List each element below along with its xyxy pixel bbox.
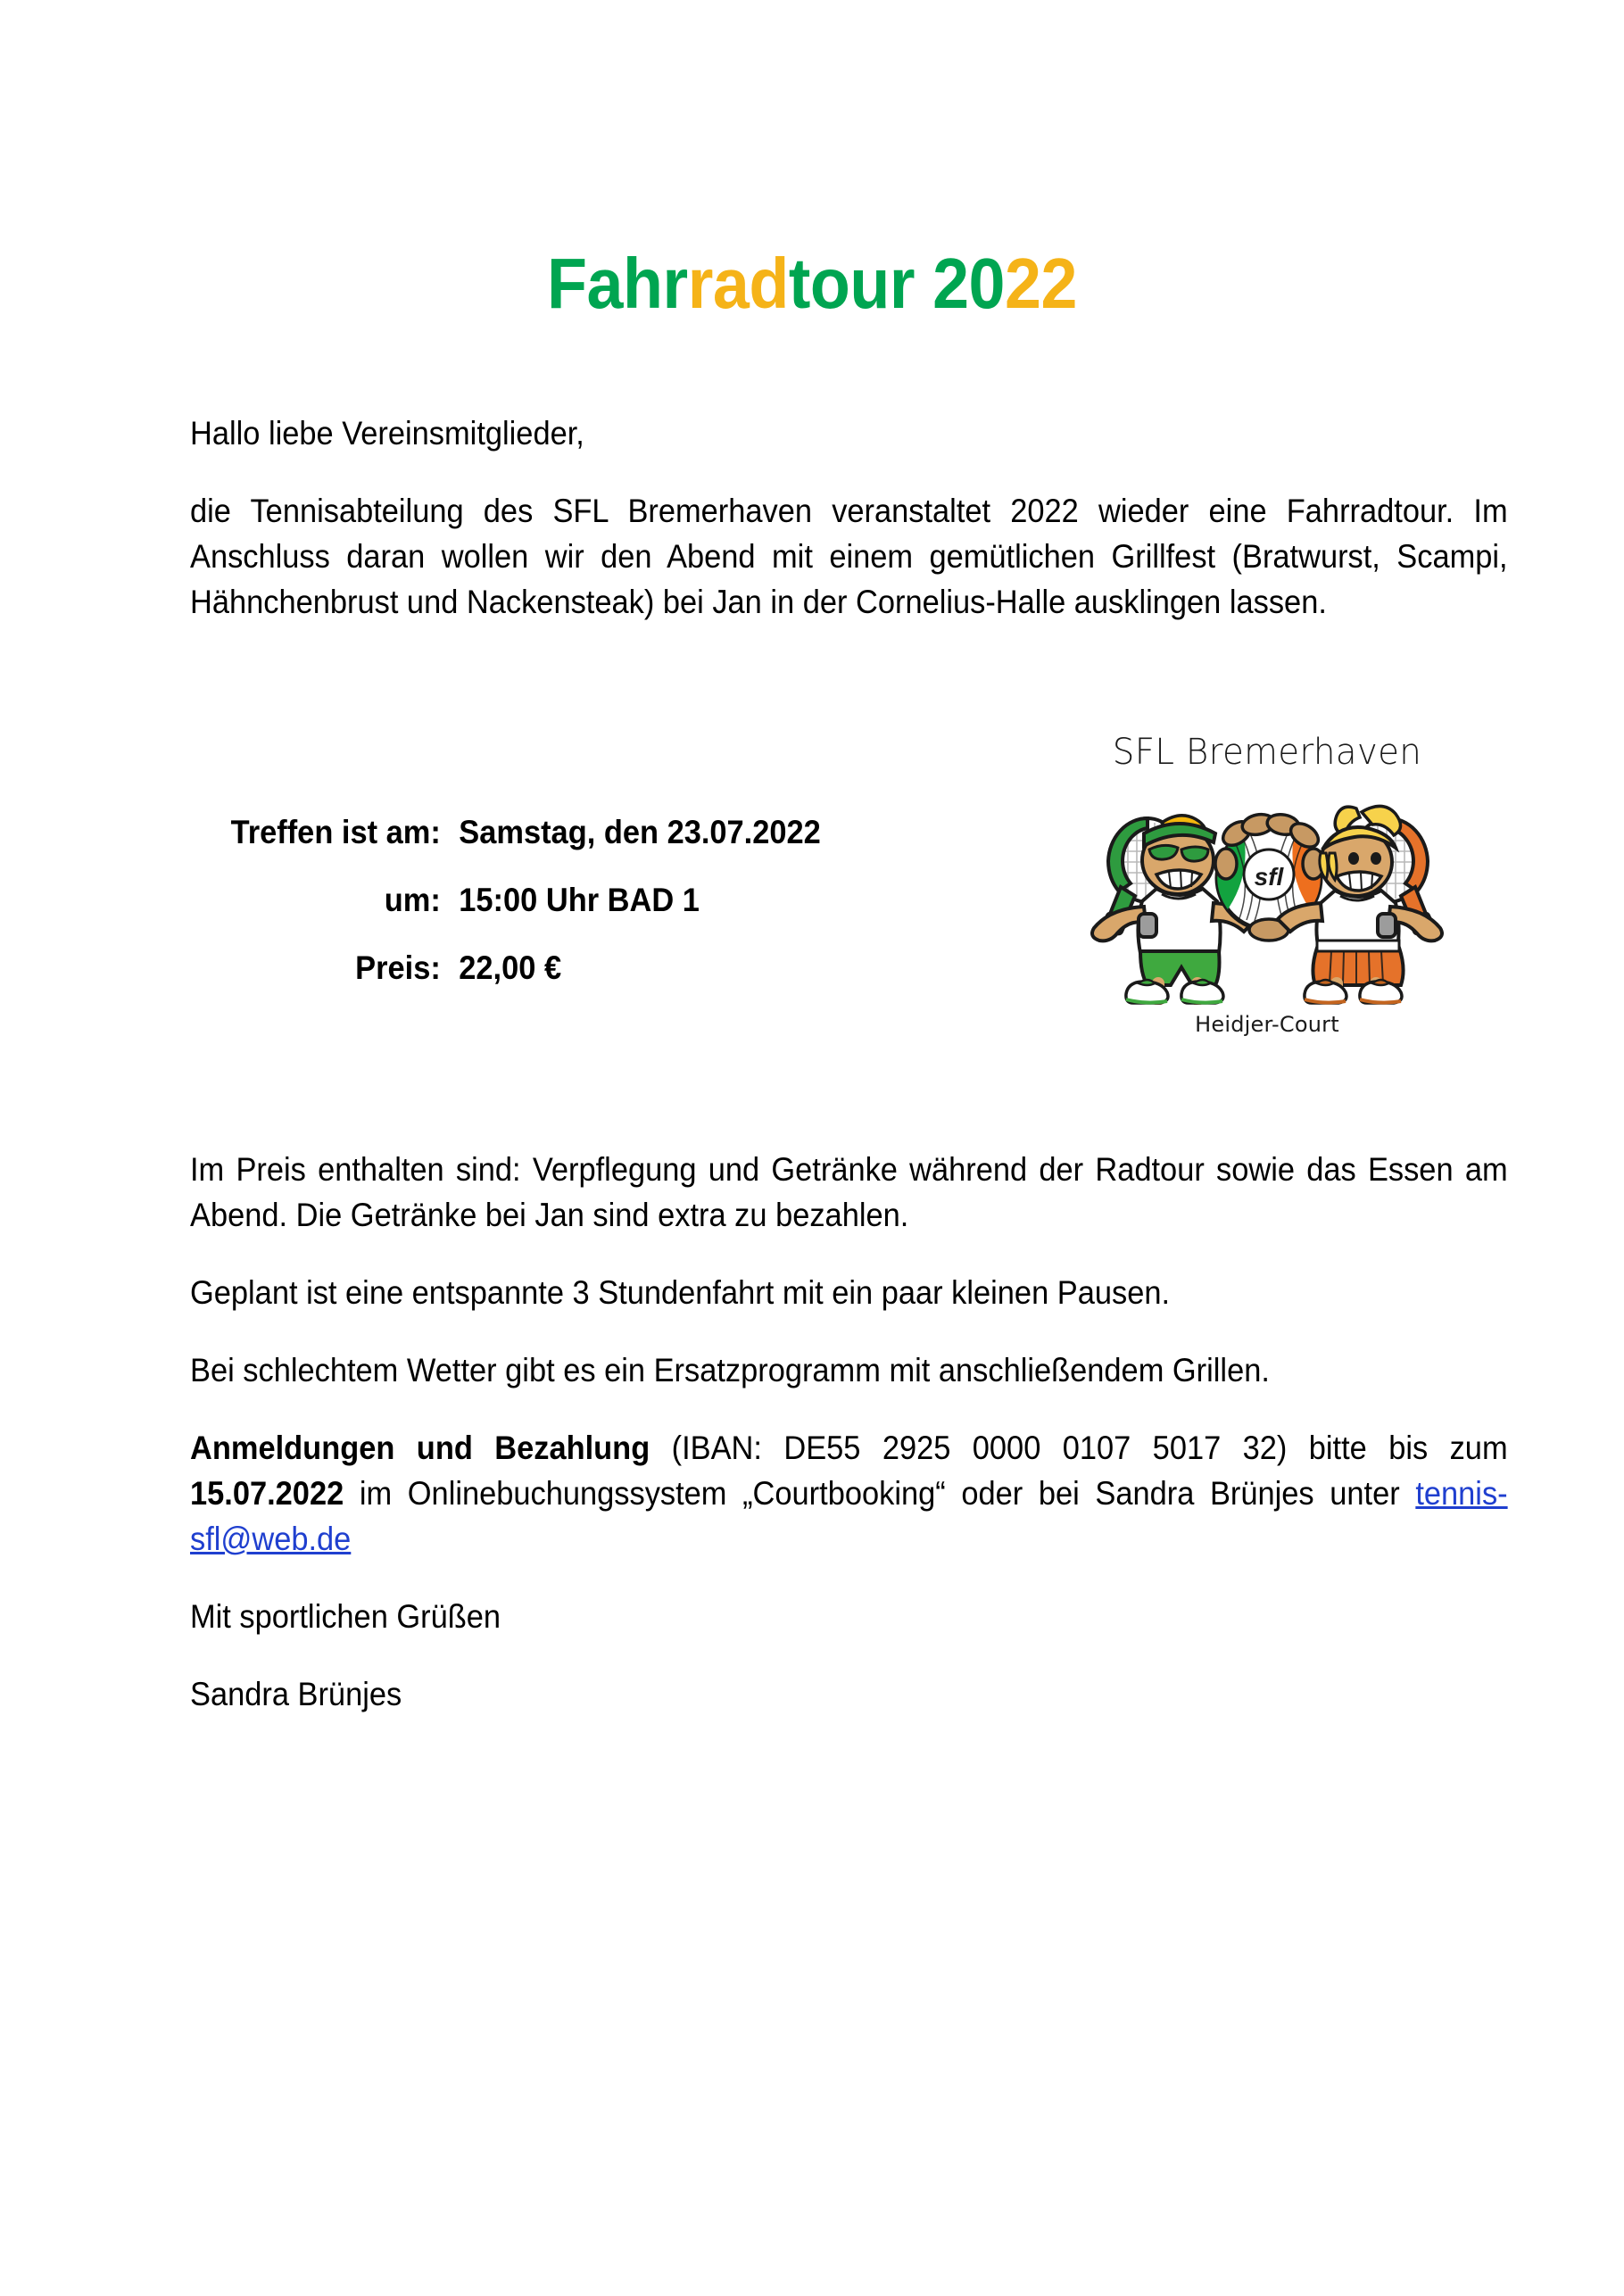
spacer bbox=[190, 1238, 1508, 1270]
registration-deadline: 15.07.2022 bbox=[190, 1475, 344, 1513]
table-row bbox=[190, 814, 821, 882]
meeting-details-table bbox=[190, 814, 821, 987]
logo-caption: Heidjer-Court bbox=[1195, 1012, 1339, 1037]
detail-label-price: Preis: bbox=[355, 949, 441, 986]
intro-paragraph: die Tennisabteilung des SFL Bremerhaven veranstaltet 2022 wieder eine Fahrradtour. Im Anschluss daran wollen wir den Abend mit einem gemütlichen Grillfest (Bratwurst, Scampi, Hähnchenbrust und Nackensteak) bei Jan in der Cornelius-Halle ausklingen lassen. bbox=[190, 493, 1508, 621]
detail-value-date: Samstag, den 23.07.2022 bbox=[459, 814, 821, 850]
bad-weather-paragraph: Bei schlechtem Wetter gibt es ein Ersatzprogramm mit anschließendem Grillen. bbox=[190, 1352, 1270, 1389]
registration-bold-lead: Anmeldungen und Bezahlung bbox=[190, 1430, 650, 1467]
price-includes-paragraph: Im Preis enthalten sind: Verpflegung und Getränke während der Radtour sowie das Essen am Abend. Die Getränke bei Jan sind extra zu bezahlen. bbox=[190, 1151, 1508, 1234]
table-row bbox=[190, 949, 821, 987]
club-logo-block bbox=[1062, 732, 1472, 1037]
salutation: Hallo liebe Vereinsmitglieder, bbox=[190, 415, 584, 452]
spacer bbox=[190, 456, 1508, 488]
closing-greeting: Mit sportlichen Grüßen bbox=[190, 1598, 501, 1636]
meeting-details bbox=[190, 814, 868, 987]
title-part-tour: tour bbox=[788, 243, 933, 323]
detail-value-price: 22,00 € bbox=[459, 949, 562, 986]
plan-paragraph: Geplant ist eine entspannte 3 Stundenfahrt mit ein paar kleinen Pausen. bbox=[190, 1274, 1171, 1312]
detail-value-time: 15:00 Uhr BAD 1 bbox=[459, 882, 700, 918]
title-part-20: 20 bbox=[932, 243, 1006, 323]
title-part-fahr: Fahr bbox=[547, 243, 688, 323]
registration-tail: im Onlinebuchungssystem „Courtbooking“ oder bei Sandra Brünjes unter bbox=[344, 1475, 1416, 1513]
registration-paragraph bbox=[190, 1425, 1508, 1562]
letter-body-bottom bbox=[190, 1147, 1508, 1717]
ball-logo-text: sfl bbox=[1254, 863, 1284, 891]
club-name: SFL Bremerhaven bbox=[1112, 732, 1422, 773]
page-title bbox=[65, 243, 1559, 323]
spacer bbox=[190, 1315, 1508, 1347]
registration-iban-text: (IBAN: DE55 2925 0000 0107 5017 32) bitte bis zum bbox=[650, 1430, 1508, 1467]
spacer bbox=[190, 1393, 1508, 1425]
letter-body-top bbox=[190, 410, 1508, 625]
detail-label-date: Treffen ist am: bbox=[230, 814, 441, 850]
email-link[interactable]: tennis-sfl@web.de bbox=[190, 1475, 1508, 1558]
spacer bbox=[190, 1562, 1508, 1594]
spacer bbox=[190, 1639, 1508, 1671]
tennis-mascots-icon bbox=[1062, 782, 1472, 1005]
table-row bbox=[190, 882, 821, 949]
detail-label-time: um: bbox=[384, 882, 441, 918]
title-part-22: 22 bbox=[1005, 243, 1077, 323]
closing-signature: Sandra Brünjes bbox=[190, 1676, 402, 1713]
mascot-illustration bbox=[1062, 782, 1472, 1005]
title-part-rad: rad bbox=[687, 243, 789, 323]
